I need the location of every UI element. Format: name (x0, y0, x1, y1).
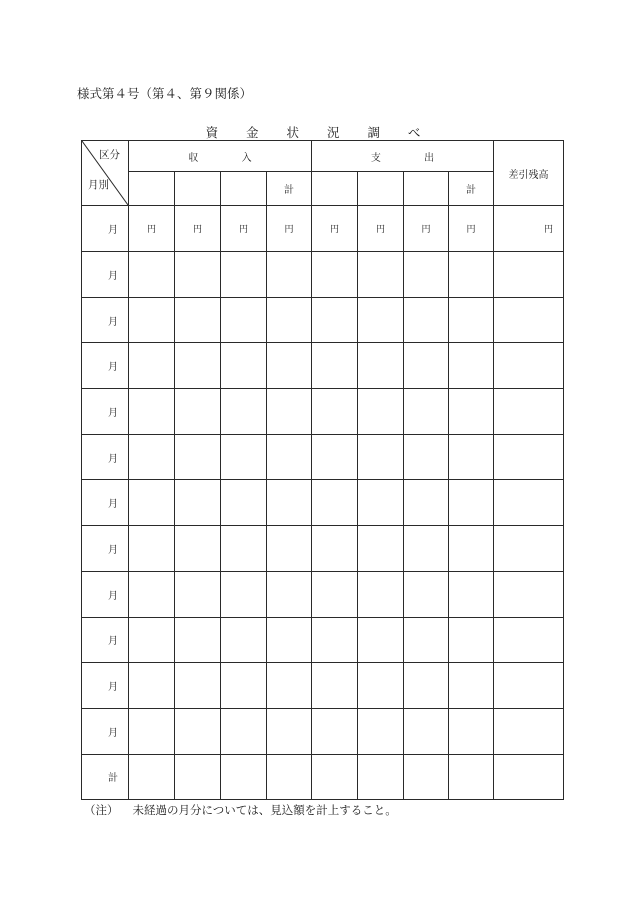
fund-status-table (81, 140, 564, 800)
expense-amount-cell[interactable] (404, 434, 449, 480)
income-amount-cell[interactable] (129, 297, 175, 343)
expense-amount-cell[interactable] (404, 389, 449, 435)
income-amount-cell[interactable] (129, 434, 175, 480)
income-amount-cell[interactable] (175, 252, 221, 298)
income-amount-cell[interactable] (175, 526, 221, 572)
expense-amount-cell[interactable] (312, 526, 358, 572)
expense-amount-cell[interactable] (358, 206, 404, 252)
income-amount-cell[interactable] (221, 297, 267, 343)
balance-amount-cell[interactable] (494, 708, 564, 754)
footnote-marker: （注） (84, 803, 119, 817)
income-subtotal-cell[interactable] (267, 571, 312, 617)
income-amount-cell[interactable] (175, 343, 221, 389)
month-row (82, 526, 564, 572)
income-amount-cell[interactable] (129, 754, 175, 800)
yen-unit-label: 円 (146, 225, 156, 235)
month-row (82, 206, 564, 252)
month-row (82, 434, 564, 480)
income-amount-cell[interactable] (129, 617, 175, 663)
expense-subtotal-cell[interactable] (449, 571, 494, 617)
income-subtotal-cell[interactable] (267, 617, 312, 663)
income-item-header-cell[interactable] (175, 172, 221, 206)
expense-amount-cell[interactable] (358, 297, 404, 343)
yen-unit-label: 円 (466, 225, 476, 235)
income-amount-cell[interactable] (129, 571, 175, 617)
expense-amount-cell[interactable] (404, 571, 449, 617)
yen-unit-label: 円 (238, 225, 248, 235)
expense-amount-cell[interactable] (358, 708, 404, 754)
expense-subtotal-cell[interactable] (449, 297, 494, 343)
income-subtotal-cell[interactable] (267, 708, 312, 754)
expense-amount-cell[interactable] (358, 252, 404, 298)
expense-subtotal-header: 計 (449, 172, 494, 206)
expense-amount-cell[interactable] (404, 206, 449, 252)
yen-unit-label: 円 (375, 225, 385, 235)
balance-amount-cell[interactable] (494, 343, 564, 389)
month-label: 月 (82, 252, 129, 298)
income-amount-cell[interactable] (175, 206, 221, 252)
income-amount-cell[interactable] (221, 434, 267, 480)
income-subtotal-cell[interactable] (267, 206, 312, 252)
month-row (82, 389, 564, 435)
expense-amount-cell[interactable] (404, 480, 449, 526)
income-amount-cell[interactable] (221, 754, 267, 800)
balance-amount-cell[interactable] (494, 663, 564, 709)
balance-amount-cell[interactable] (494, 754, 564, 800)
month-label: 月 (82, 389, 129, 435)
expense-amount-cell[interactable] (404, 526, 449, 572)
expense-amount-cell[interactable] (404, 343, 449, 389)
yen-unit-label: 円 (421, 225, 431, 235)
expense-amount-cell[interactable] (358, 526, 404, 572)
expense-amount-cell[interactable] (312, 252, 358, 298)
balance-amount-cell[interactable] (494, 434, 564, 480)
income-amount-cell[interactable] (221, 617, 267, 663)
expense-amount-cell[interactable] (358, 389, 404, 435)
income-subtotal-cell[interactable] (267, 252, 312, 298)
expense-amount-cell[interactable] (312, 343, 358, 389)
month-label: 月 (82, 663, 129, 709)
expense-amount-cell[interactable] (312, 434, 358, 480)
expense-amount-cell[interactable] (358, 617, 404, 663)
income-subtotal-header: 計 (267, 172, 312, 206)
income-item-header-cell[interactable] (129, 172, 175, 206)
income-amount-cell[interactable] (221, 571, 267, 617)
balance-amount-cell[interactable] (494, 389, 564, 435)
income-amount-cell[interactable] (129, 252, 175, 298)
balance-header: 差引残高 (494, 141, 564, 206)
expense-amount-cell[interactable] (404, 663, 449, 709)
income-amount-cell[interactable] (175, 480, 221, 526)
balance-amount-cell[interactable] (494, 571, 564, 617)
corner-month-label: 月別 (88, 179, 109, 191)
month-row (82, 252, 564, 298)
expense-subtotal-cell[interactable] (449, 389, 494, 435)
income-amount-cell[interactable] (221, 663, 267, 709)
month-row (82, 663, 564, 709)
total-row-label: 計 (82, 754, 129, 800)
income-amount-cell[interactable] (221, 252, 267, 298)
expense-subtotal-cell[interactable] (449, 663, 494, 709)
income-amount-cell[interactable] (175, 754, 221, 800)
month-row (82, 297, 564, 343)
expense-subtotal-cell[interactable] (449, 434, 494, 480)
income-subtotal-cell[interactable] (267, 663, 312, 709)
expense-amount-cell[interactable] (312, 480, 358, 526)
income-amount-cell[interactable] (175, 663, 221, 709)
expense-amount-cell[interactable] (312, 663, 358, 709)
expense-subtotal-cell[interactable] (449, 754, 494, 800)
yen-unit-label: 円 (284, 225, 294, 235)
income-amount-cell[interactable] (129, 708, 175, 754)
month-label: 月 (82, 571, 129, 617)
month-label: 月 (82, 480, 129, 526)
month-row (82, 343, 564, 389)
corner-category-label: 区分 (99, 149, 120, 161)
expense-amount-cell[interactable] (404, 297, 449, 343)
balance-amount-cell[interactable] (494, 252, 564, 298)
income-amount-cell[interactable] (221, 206, 267, 252)
income-subtotal-cell[interactable] (267, 389, 312, 435)
month-row (82, 571, 564, 617)
month-label: 月 (82, 297, 129, 343)
expense-subtotal-cell[interactable] (449, 708, 494, 754)
expense-amount-cell[interactable] (312, 571, 358, 617)
income-amount-cell[interactable] (221, 480, 267, 526)
income-header: 収 入 (129, 141, 312, 172)
income-subtotal-cell[interactable] (267, 297, 312, 343)
corner-header-cell (82, 141, 129, 206)
income-amount-cell[interactable] (129, 206, 175, 252)
yen-unit-label: 円 (329, 225, 339, 235)
income-amount-cell[interactable] (129, 663, 175, 709)
month-label: 月 (82, 343, 129, 389)
income-amount-cell[interactable] (221, 389, 267, 435)
expense-amount-cell[interactable] (312, 617, 358, 663)
expense-subtotal-cell[interactable] (449, 252, 494, 298)
month-row (82, 480, 564, 526)
expense-amount-cell[interactable] (404, 708, 449, 754)
expense-amount-cell[interactable] (312, 206, 358, 252)
month-row (82, 708, 564, 754)
expense-amount-cell[interactable] (312, 754, 358, 800)
expense-amount-cell[interactable] (358, 480, 404, 526)
income-amount-cell[interactable] (129, 480, 175, 526)
expense-amount-cell[interactable] (312, 297, 358, 343)
income-amount-cell[interactable] (129, 343, 175, 389)
expense-item-header-cell[interactable] (404, 172, 449, 206)
expense-subtotal-cell[interactable] (449, 206, 494, 252)
yen-unit-label: 円 (192, 225, 202, 235)
income-amount-cell[interactable] (175, 297, 221, 343)
month-label: 月 (82, 434, 129, 480)
expense-subtotal-cell[interactable] (449, 526, 494, 572)
balance-amount-cell[interactable] (494, 206, 564, 252)
income-subtotal-cell[interactable] (267, 754, 312, 800)
balance-amount-cell[interactable] (494, 480, 564, 526)
income-amount-cell[interactable] (175, 617, 221, 663)
income-amount-cell[interactable] (129, 389, 175, 435)
total-row (82, 754, 564, 800)
month-row (82, 617, 564, 663)
expense-amount-cell[interactable] (358, 754, 404, 800)
balance-amount-cell[interactable] (494, 526, 564, 572)
expense-subtotal-cell[interactable] (449, 480, 494, 526)
month-label: 月 (82, 617, 129, 663)
expense-amount-cell[interactable] (358, 571, 404, 617)
balance-amount-cell[interactable] (494, 297, 564, 343)
document-title: 資 金 状 況 調 べ (205, 125, 433, 140)
form-number: 様式第４号（第４、第９関係） (77, 86, 253, 101)
expense-amount-cell[interactable] (404, 617, 449, 663)
month-label: 月 (82, 708, 129, 754)
expense-subtotal-cell[interactable] (449, 343, 494, 389)
income-subtotal-cell[interactable] (267, 480, 312, 526)
income-subtotal-cell[interactable] (267, 434, 312, 480)
income-amount-cell[interactable] (129, 526, 175, 572)
expense-amount-cell[interactable] (404, 754, 449, 800)
expense-item-header-cell[interactable] (358, 172, 404, 206)
income-subtotal-cell[interactable] (267, 526, 312, 572)
income-amount-cell[interactable] (221, 343, 267, 389)
income-item-header-cell[interactable] (221, 172, 267, 206)
yen-unit-label: 円 (543, 225, 553, 235)
expense-amount-cell[interactable] (312, 708, 358, 754)
month-label: 月 (82, 206, 129, 252)
expense-amount-cell[interactable] (312, 389, 358, 435)
expense-amount-cell[interactable] (358, 434, 404, 480)
expense-amount-cell[interactable] (358, 663, 404, 709)
expense-amount-cell[interactable] (404, 252, 449, 298)
income-amount-cell[interactable] (221, 708, 267, 754)
income-subtotal-cell[interactable] (267, 343, 312, 389)
income-amount-cell[interactable] (221, 526, 267, 572)
balance-amount-cell[interactable] (494, 617, 564, 663)
income-amount-cell[interactable] (175, 389, 221, 435)
expense-amount-cell[interactable] (358, 343, 404, 389)
footnote (84, 802, 397, 818)
income-amount-cell[interactable] (175, 571, 221, 617)
month-label: 月 (82, 526, 129, 572)
income-amount-cell[interactable] (175, 708, 221, 754)
expense-header: 支 出 (312, 141, 494, 172)
income-amount-cell[interactable] (175, 434, 221, 480)
expense-subtotal-cell[interactable] (449, 617, 494, 663)
expense-item-header-cell[interactable] (312, 172, 358, 206)
footnote-text: 未経過の月分については、見込額を計上すること。 (132, 803, 397, 817)
